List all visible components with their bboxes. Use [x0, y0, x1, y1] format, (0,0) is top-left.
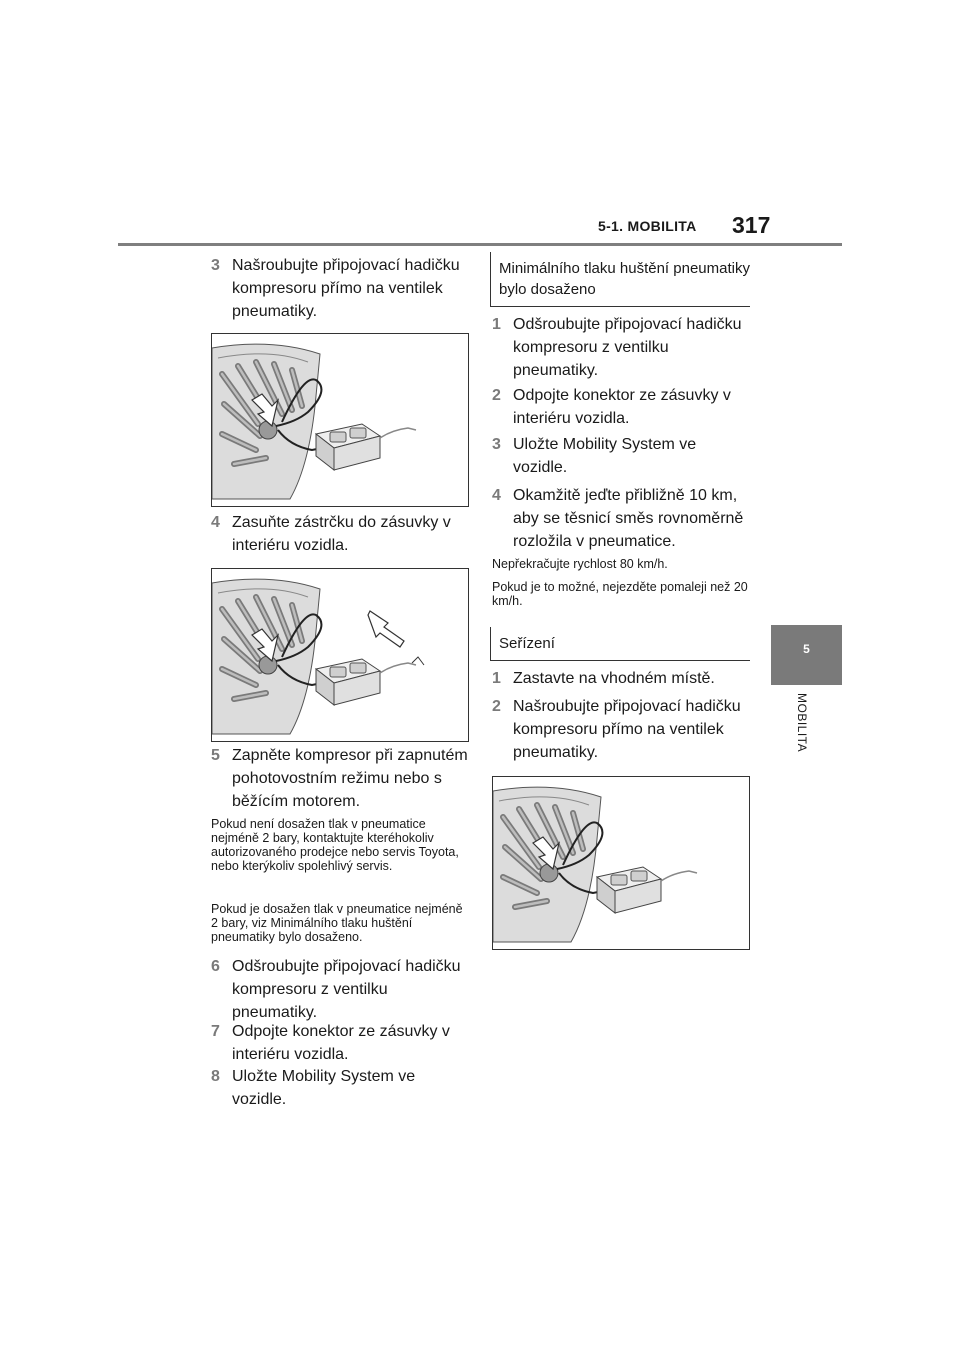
step-text: Odpojte konektor ze zásuvky v interiéru vozidla. [232, 1023, 450, 1063]
step-text: Zapněte kompresor při zapnutém pohotovostním režimu nebo s běžícím motorem. [232, 747, 468, 810]
step-number: 8 [211, 1068, 220, 1085]
illustration-valve-connection-2 [492, 776, 750, 950]
step-text: Okamžitě jeďte přibližně 10 km, aby se těsnicí směs rovnoměrně rozložila v pneumatice. [513, 487, 744, 550]
step-text: Odšroubujte připojovací hadičku kompresoru z ventilku pneumatiky. [513, 316, 742, 379]
running-header-section: 5-1. MOBILITA [598, 218, 697, 234]
step-number: 2 [492, 698, 501, 715]
note-pressure-not-reached: Pokud není dosažen tlak v pneumatice nejméně 2 bary, kontaktujte kteréhokoliv autorizovaného prodejce nebo servis Toyota, nebo kterýkoliv spolehlivý servis. [211, 817, 459, 873]
illustration-valve-connection [211, 333, 469, 507]
section-heading-adjustment: Seřízení [490, 627, 750, 661]
chapter-tab-label: MOBILITA [795, 693, 809, 753]
step-6 [211, 955, 469, 1024]
step-b2 [492, 695, 750, 764]
step-text: Našroubujte připojovací hadičku kompresoru přímo na ventilek pneumatiky. [513, 698, 741, 761]
step-text: Odšroubujte připojovací hadičku kompresoru z ventilku pneumatiky. [232, 958, 461, 1021]
step-text: Zasuňte zástrčku do zásuvky v interiéru vozidla. [232, 514, 451, 554]
step-a1 [492, 313, 750, 382]
step-a4 [492, 484, 750, 553]
step-text: Našroubujte připojovací hadičku kompresoru přímo na ventilek pneumatiky. [232, 257, 460, 320]
step-number: 6 [211, 958, 220, 975]
note-speed-limit: Nepřekračujte rychlost 80 km/h. [492, 557, 668, 571]
note-minimum-speed: Pokud je to možné, nejezděte pomaleji než 20 km/h. [492, 580, 748, 608]
chapter-tab-number: 5 [803, 642, 810, 656]
header-rule [118, 243, 842, 246]
step-number: 4 [211, 514, 220, 531]
page-number: 317 [732, 212, 771, 238]
step-8 [211, 1065, 469, 1111]
step-number: 2 [492, 387, 501, 404]
step-text: Odpojte konektor ze zásuvky v interiéru vozidla. [513, 387, 731, 427]
step-text: Uložte Mobility System ve vozidle. [513, 436, 697, 476]
step-5 [211, 744, 469, 813]
step-number: 3 [492, 436, 501, 453]
step-a3 [492, 433, 750, 479]
step-number: 7 [211, 1023, 220, 1040]
step-a2 [492, 384, 750, 430]
step-3 [211, 254, 469, 323]
step-number: 1 [492, 670, 501, 687]
step-7 [211, 1020, 469, 1066]
step-4 [211, 511, 469, 557]
section-heading-pressure-reached: Minimálního tlaku huštění pneumatiky bylo dosaženo [490, 252, 750, 307]
step-b1 [492, 667, 750, 690]
illustration-plug-socket [211, 568, 469, 742]
note-pressure-reached: Pokud je dosažen tlak v pneumatice nejméně 2 bary, viz Minimálního tlaku huštění pneumatiky bylo dosaženo. [211, 902, 463, 944]
step-number: 1 [492, 316, 501, 333]
step-number: 4 [492, 487, 501, 504]
step-text: Zastavte na vhodném místě. [513, 670, 715, 687]
step-text: Uložte Mobility System ve vozidle. [232, 1068, 416, 1108]
step-number: 5 [211, 747, 220, 764]
step-number: 3 [211, 257, 220, 274]
